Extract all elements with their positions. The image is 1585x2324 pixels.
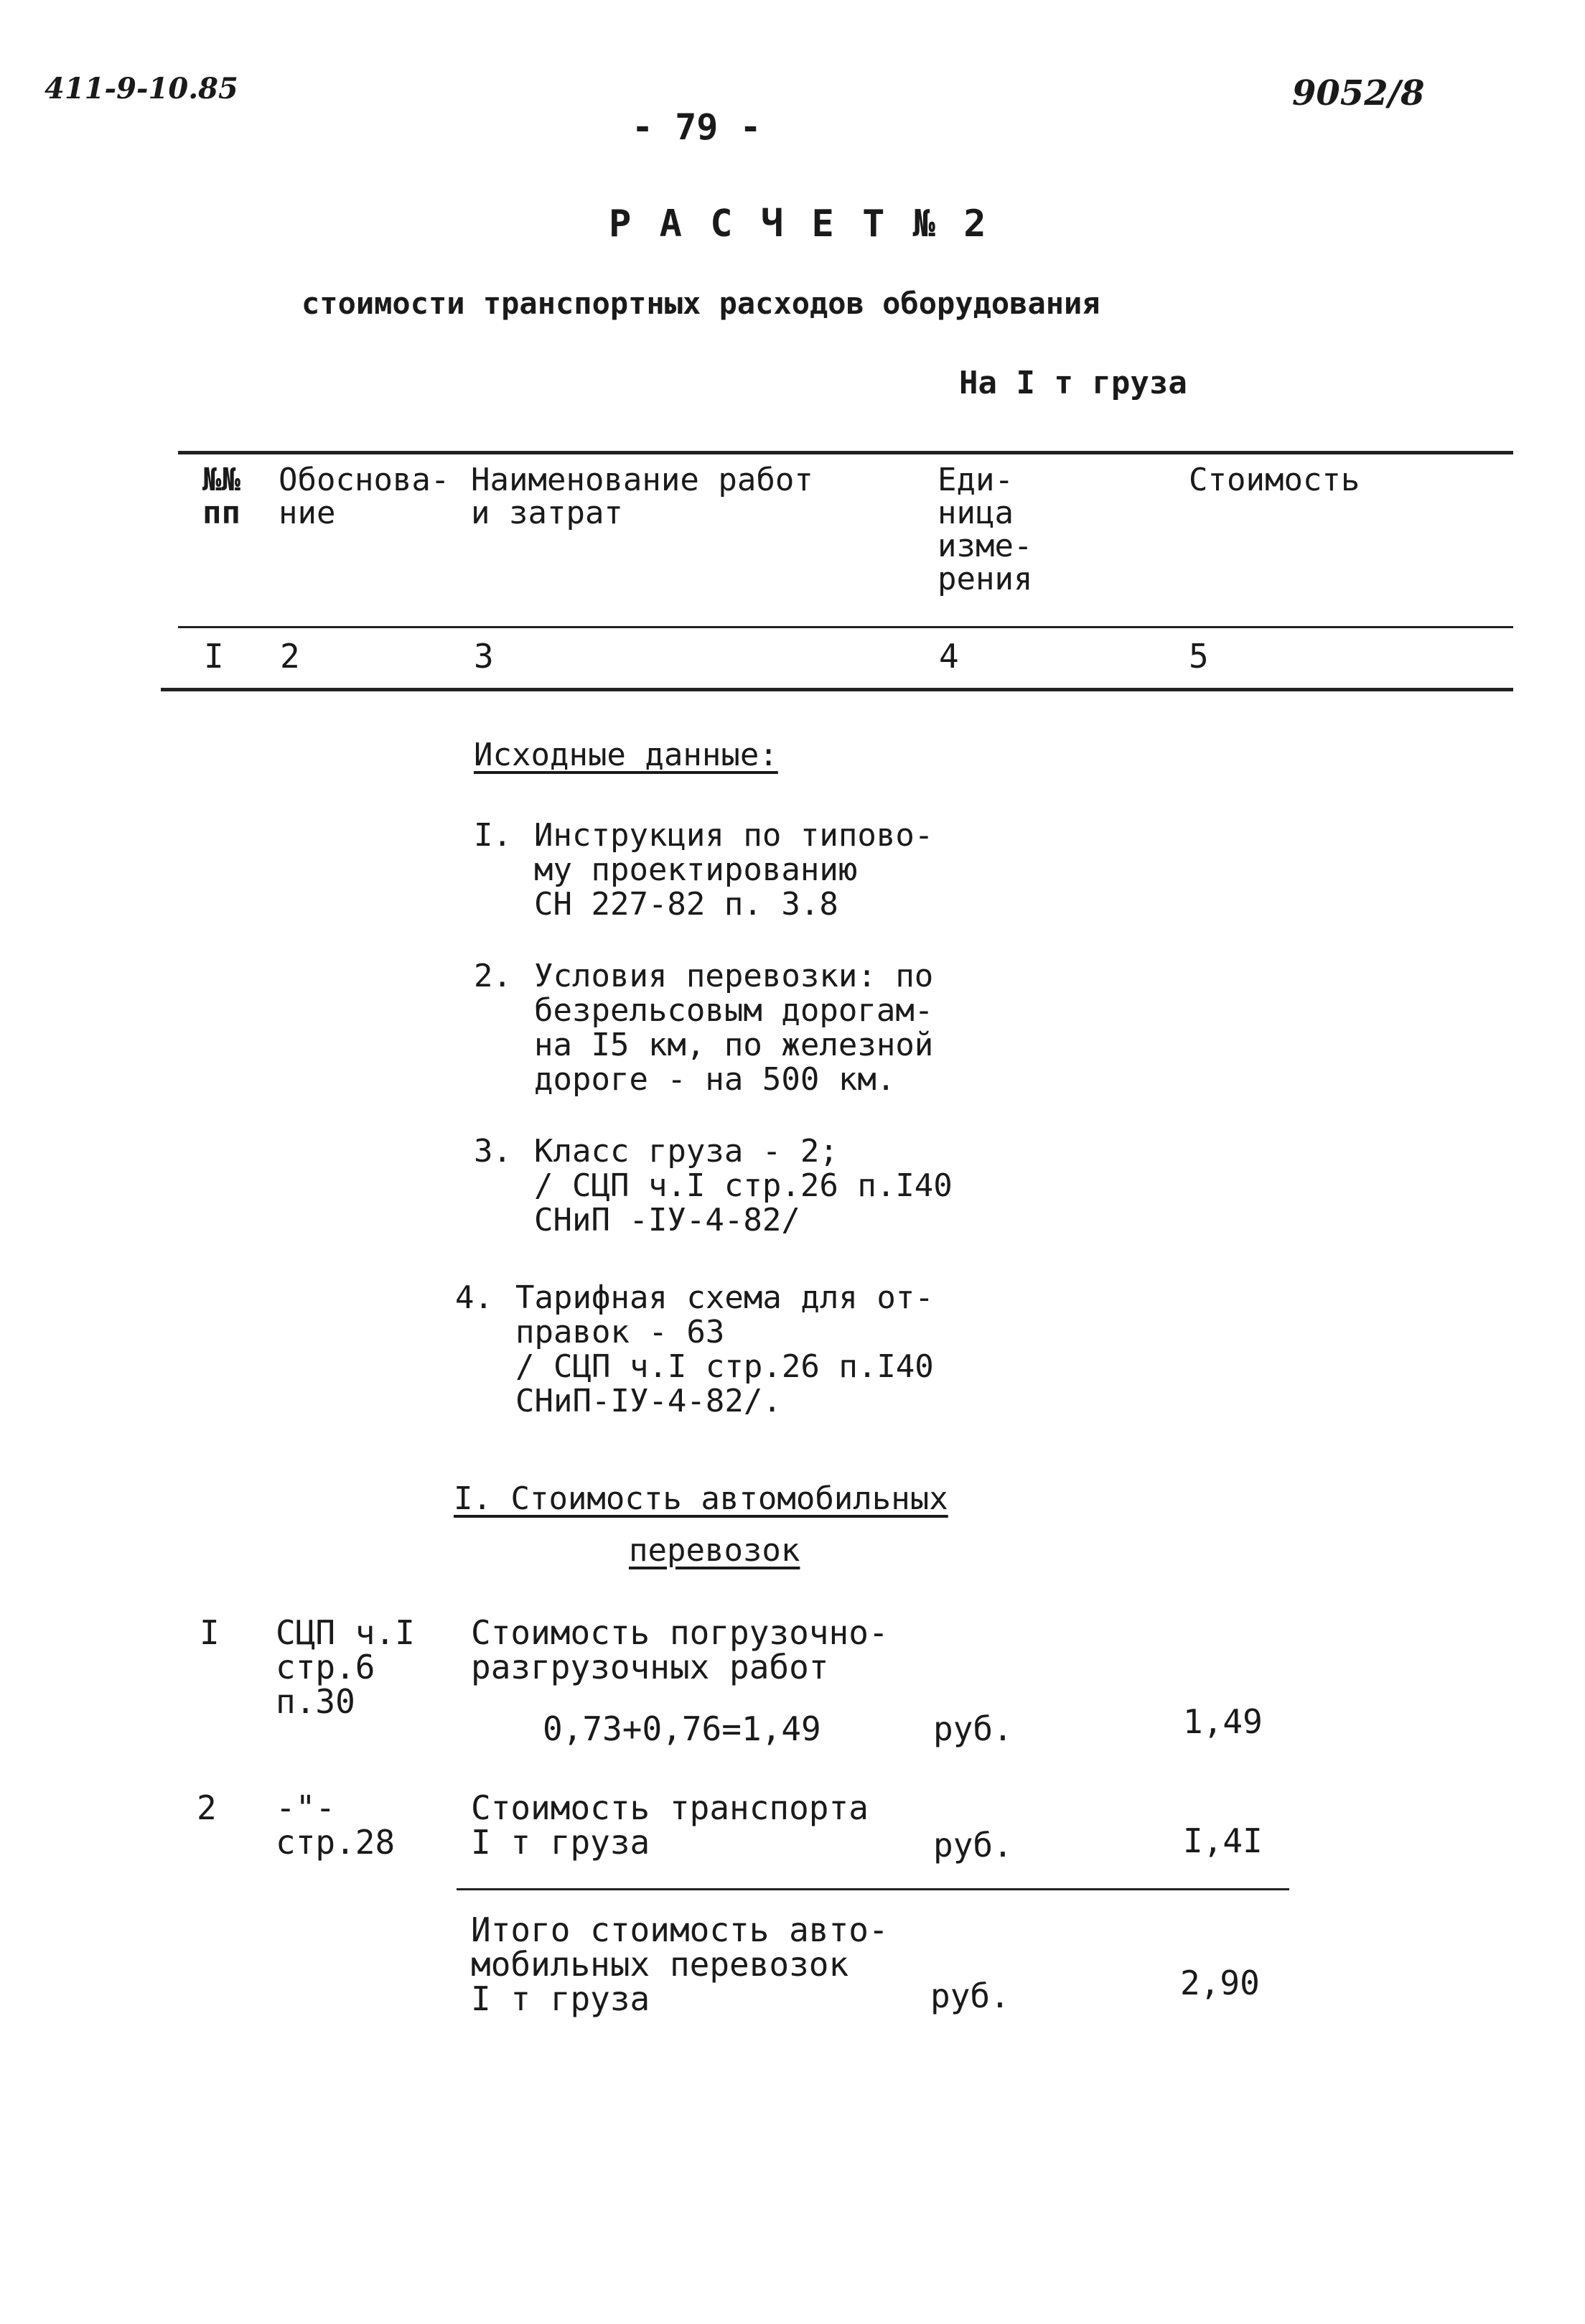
column-number-5: 5 xyxy=(1189,637,1209,676)
column-number-3: 3 xyxy=(474,637,494,676)
row-2-number: 2 xyxy=(197,1788,217,1827)
unit-note: На I т груза xyxy=(959,365,1187,401)
page-subtitle: стоимости транспортных расходов оборудования xyxy=(301,286,1100,321)
row-1-cost: 1,49 xyxy=(1183,1702,1263,1741)
initial-item-4-number: 4. xyxy=(455,1279,493,1316)
sheet-reference: 9052/8 xyxy=(1292,73,1425,113)
column-number-4: 4 xyxy=(939,637,959,676)
initial-item-3-text: Класс груза - 2; / СЦП ч.I стр.26 п.I40 СНиП -IУ-4-82/ xyxy=(534,1133,953,1238)
row-1-name: Стоимость погрузочно- разгрузочных работ xyxy=(471,1613,889,1686)
header-col-cost: Стоимость xyxy=(1189,462,1360,498)
row-2-cost: I,4I xyxy=(1183,1821,1263,1860)
row-2-unit: руб. xyxy=(933,1826,1013,1865)
section-1-heading: I. Стоимость автомобильных xyxy=(454,1480,948,1517)
initial-item-1-number: I. xyxy=(474,817,512,854)
initial-item-2-number: 2. xyxy=(474,958,512,994)
total-unit: руб. xyxy=(930,1977,1010,2015)
row-1-formula: 0,73+0,76=1,49 xyxy=(543,1709,821,1748)
row-1-unit: руб. xyxy=(933,1709,1013,1748)
initial-item-4-text: Тарифная схема для от- правок - 63 / СЦП ч.I стр.26 п.I40 СНиП-IУ-4-82/. xyxy=(515,1279,934,1419)
page-title: Р А С Ч Е Т № 2 xyxy=(609,202,989,246)
document-code: 411-9-10.85 xyxy=(45,72,238,106)
section-1-heading-line2: перевозок xyxy=(629,1532,800,1569)
total-rule xyxy=(457,1888,1289,1890)
initial-data-heading: Исходные данные: xyxy=(474,737,778,773)
initial-item-2-text: Условия перевозки: по безрельсовым дорогам- на I5 км, по железной дороге - на 500 км. xyxy=(534,958,934,1098)
header-col-basis: Обоснова- ние xyxy=(279,462,450,531)
header-col-name: Наименование работ и затрат xyxy=(471,462,813,531)
row-2-basis: -"- стр.28 xyxy=(276,1788,396,1862)
initial-item-1-text: Инструкция по типово- му проектированию СН 227-82 п. 3.8 xyxy=(534,817,934,923)
initial-item-3-number: 3. xyxy=(474,1133,512,1170)
row-1-basis: СЦП ч.I стр.6 п.30 xyxy=(276,1613,415,1721)
total-cost: 2,90 xyxy=(1180,1964,1260,2002)
row-1-number: I xyxy=(200,1613,220,1652)
header-col-unit: Еди- ница изме- рения xyxy=(938,462,1033,597)
table-top-rule xyxy=(178,451,1513,454)
table-header-rule xyxy=(178,626,1513,628)
page-number: - 79 - xyxy=(632,106,762,148)
total-name: Итого стоимость авто- мобильных перевозок I т груза xyxy=(471,1910,889,2018)
row-2-name: Стоимость транспорта I т груза xyxy=(471,1788,869,1862)
column-number-1: I xyxy=(204,637,224,676)
column-number-2: 2 xyxy=(280,637,300,676)
header-col-number: №№ пп xyxy=(202,462,240,531)
table-numbers-rule xyxy=(161,688,1513,691)
